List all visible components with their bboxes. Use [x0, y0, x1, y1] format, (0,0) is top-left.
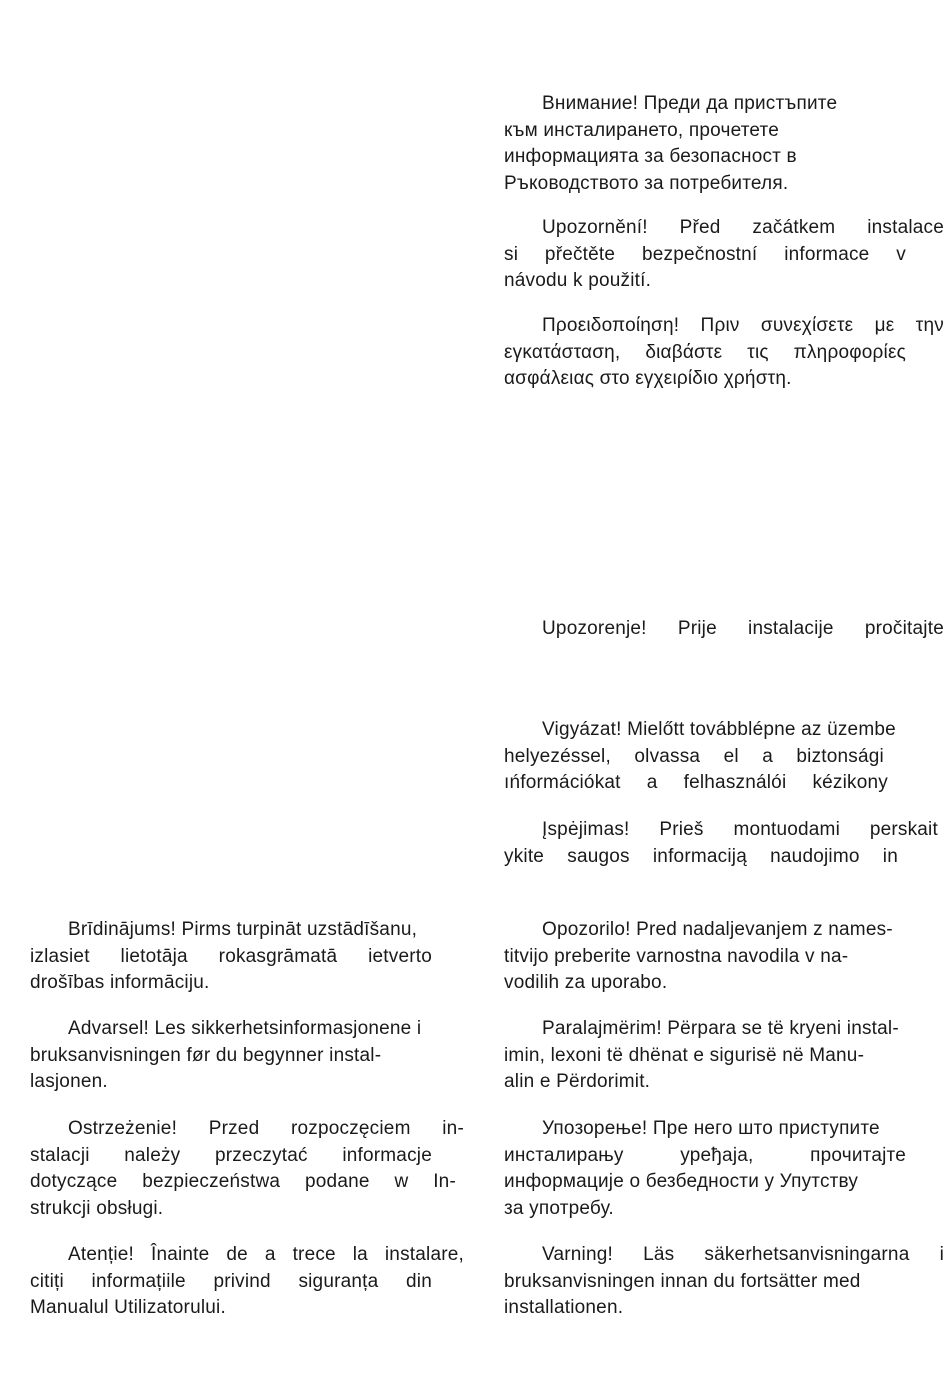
warning-croatian — [504, 616, 944, 643]
word: informace — [784, 243, 870, 265]
word: siguranța — [298, 1270, 379, 1292]
word: a — [762, 745, 773, 767]
word: začátkem — [752, 217, 836, 238]
word: přečtěte — [544, 243, 616, 265]
word: Atenție! — [68, 1244, 135, 1265]
word: Prije — [677, 618, 717, 639]
text-line — [504, 340, 906, 367]
word: perskait — [869, 819, 938, 840]
text-line: Advarsel! Les sikkerhetsinformasjonene i — [68, 1018, 422, 1039]
word: la — [352, 1244, 368, 1265]
word: Înainte — [150, 1244, 210, 1265]
word: Προειδοποίηση! — [542, 315, 680, 336]
word: felhasználói — [683, 772, 787, 793]
text-line: към инсталирането, прочетете — [504, 119, 779, 141]
word: инсталирању — [504, 1144, 624, 1166]
word: citiți — [30, 1270, 64, 1292]
warning-swedish — [504, 1242, 944, 1322]
word: Varning! — [542, 1244, 613, 1265]
text-line — [30, 944, 432, 971]
word: podane — [305, 1171, 370, 1192]
text-line — [30, 1169, 456, 1196]
text-line — [504, 817, 938, 844]
word: informaciją — [652, 845, 747, 867]
warning-hungarian — [504, 717, 946, 797]
warning-albanian — [504, 1016, 944, 1096]
word: montuodami — [733, 819, 841, 840]
word: w — [394, 1171, 409, 1192]
text-line: návodu k použití. — [504, 270, 652, 291]
text-line — [504, 616, 944, 643]
text-line: Ръководството за потребителя. — [504, 172, 789, 194]
warning-czech — [504, 215, 944, 295]
word: Upozornění! — [542, 217, 648, 238]
word: εγκατάσταση, — [504, 341, 621, 363]
word: przeczytać — [214, 1144, 308, 1166]
word: olvassa — [634, 745, 701, 767]
word: Prieš — [659, 819, 704, 840]
word: saugos — [567, 845, 630, 867]
text-line: lasjonen. — [30, 1071, 108, 1092]
warning-slovenian — [504, 917, 944, 997]
word: pročitajte — [864, 618, 944, 639]
text-line: drošības informāciju. — [30, 972, 210, 993]
text-line: Упозорење! Пре него што приступите — [542, 1118, 880, 1139]
word: in- — [442, 1118, 464, 1139]
word: si — [504, 243, 519, 265]
text-line — [504, 770, 888, 797]
word: rozpoczęciem — [290, 1118, 411, 1139]
word: ykite — [504, 845, 545, 867]
word: a — [646, 772, 658, 793]
word: el — [723, 745, 739, 767]
text-line: bruksanvisningen innan du fortsätter med — [504, 1270, 861, 1292]
word: In- — [433, 1171, 456, 1192]
word: kézikony — [812, 772, 888, 793]
word: Před — [679, 217, 721, 238]
word: naudojimo — [770, 845, 860, 867]
word: instalacije — [748, 618, 834, 639]
text-line — [30, 1269, 432, 1296]
word: Ostrzeżenie! — [68, 1118, 178, 1139]
text-line — [504, 242, 906, 269]
word: ietverto — [368, 945, 432, 967]
warning-polish — [30, 1116, 464, 1222]
text-line: bruksanvisningen før du begynner instal- — [30, 1044, 382, 1066]
word: privind — [213, 1270, 271, 1292]
text-line — [504, 744, 884, 771]
text-line: installationen. — [504, 1297, 624, 1318]
text-line — [504, 844, 898, 871]
text-line — [504, 1242, 944, 1269]
word: v — [896, 243, 906, 265]
word: Przed — [208, 1118, 260, 1139]
word: dotyczące — [30, 1171, 118, 1192]
text-line: strukcji obsługi. — [30, 1197, 164, 1219]
text-line: за употребу. — [504, 1197, 614, 1219]
word: rokasgrāmatā — [218, 945, 338, 967]
text-line: информацията за безопасност в — [504, 146, 797, 167]
word: Πριν — [700, 315, 740, 336]
warning-serbian — [504, 1116, 944, 1222]
word: biztonsági — [796, 745, 884, 767]
word: lietotāja — [120, 945, 188, 967]
word: i — [939, 1244, 944, 1265]
word: de — [226, 1244, 248, 1265]
text-line: ασφάλειας στο εγχειρίδιο χρήστη. — [504, 368, 792, 389]
word: a — [264, 1244, 276, 1265]
warning-bulgarian — [504, 91, 912, 197]
text-line: информације о безбедности у Упутству — [504, 1171, 859, 1192]
text-line: Opozorilo! Pred nadaljevanjem z names- — [542, 919, 893, 940]
word: in — [882, 845, 898, 867]
word: informacje — [342, 1144, 432, 1166]
text-line: vodilih za uporabo. — [504, 972, 668, 993]
word: informațiile — [91, 1270, 186, 1292]
word: należy — [124, 1144, 181, 1166]
warning-lithuanian — [504, 817, 938, 870]
word: Upozorenje! — [542, 618, 647, 639]
word: instalace — [867, 217, 944, 238]
word: helyezéssel, — [504, 745, 611, 767]
word: säkerhetsanvisningarna — [704, 1244, 910, 1265]
warning-latvian — [30, 917, 464, 997]
word: με — [874, 315, 895, 336]
text-line: Paralajmërim! Përpara se të kryeni instal- — [542, 1018, 899, 1039]
word: прочитајте — [810, 1144, 906, 1166]
word: trece — [292, 1244, 336, 1265]
word: bezpečnostní — [641, 243, 758, 265]
word: ıńformációkat — [504, 772, 621, 793]
text-line: titvijo preberite varnostna navodila v na- — [504, 945, 849, 967]
word: Įspėjimas! — [542, 819, 630, 840]
text-line: alin e Përdorimit. — [504, 1071, 651, 1092]
warning-greek — [504, 313, 944, 393]
word: bezpieczeństwa — [142, 1171, 281, 1192]
text-line — [504, 1143, 906, 1170]
word: την — [915, 315, 944, 336]
word: διαβάστε — [645, 341, 723, 363]
text-line: Manualul Utilizatorului. — [30, 1297, 226, 1318]
word: Läs — [643, 1244, 675, 1265]
text-line: Vigyázat! Mielőtt továbblépne az üzembe — [542, 719, 896, 740]
word: πληροφορίες — [793, 341, 906, 363]
word: συνεχίσετε — [760, 315, 854, 336]
text-line: imin, lexoni të dhënat e sigurisë në Manu- — [504, 1044, 865, 1066]
word: τις — [747, 341, 769, 363]
word: stalacji — [30, 1144, 90, 1166]
text-line: Внимание! Преди да пристъпите — [542, 93, 838, 114]
word: din — [406, 1270, 432, 1292]
text-line — [30, 1116, 464, 1143]
warning-norwegian — [30, 1016, 464, 1096]
word: уређаја, — [680, 1144, 754, 1166]
text-line — [30, 1143, 432, 1170]
text-line — [30, 1242, 464, 1269]
warning-romanian — [30, 1242, 464, 1322]
text-line — [504, 215, 944, 242]
text-line — [504, 313, 944, 340]
word: instalare, — [384, 1244, 464, 1265]
text-line: Brīdinājums! Pirms turpināt uzstādīšanu, — [68, 919, 418, 940]
word: izlasiet — [30, 945, 90, 967]
